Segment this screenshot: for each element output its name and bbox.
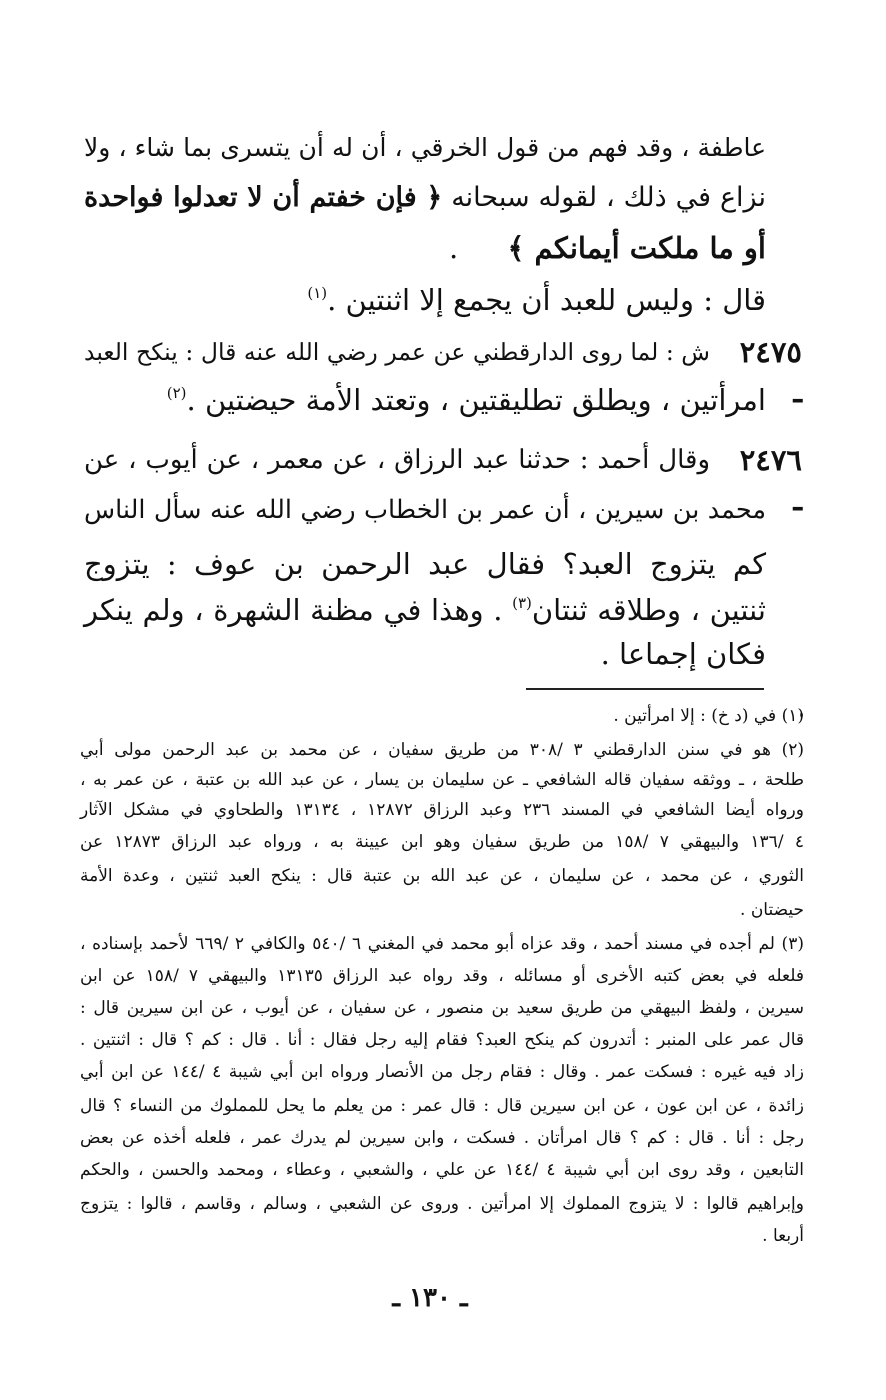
footnote-line: الثوري ، عن محمد ، عن سليمان ، عن عبد الله بن عتبة قال : ينكح العبد ثنتين ، وعدة الأمة — [80, 866, 804, 886]
footnote-line: (١) في (د خ) : إلا امرأتين . — [613, 706, 804, 726]
text-span: . — [449, 231, 459, 265]
text-line: وقال أحمد : حدثنا عبد الرزاق ، عن معمر ، عن أيوب ، عن — [84, 445, 710, 475]
text-span: امرأتين ، ويطلق تطليقتين ، وتعتد الأمة حيضتين . — [186, 383, 766, 417]
text-span: . وهذا في مظنة الشهرة ، ولم ينكر — [84, 593, 503, 627]
text-span: نزاع في ذلك ، لقوله سبحانه — [451, 182, 766, 213]
text-line: ش : لما روى الدارقطني عن عمر رضي الله عنه قال : ينكح العبد — [84, 338, 710, 366]
footnote-line: طلحة ، ـ ووثقه سفيان قاله الشافعي ـ عن سليمان بن يسار ، عن عبد الله بن عتبة ، عن عمر به ، — [80, 770, 804, 790]
footnote-line: ٤ /١٣٦ والبيهقي ٧ /١٥٨ من طريق سفيان وهو ابن عيينة به ، ورواه عبد الرزاق ١٢٨٧٣ عن — [80, 832, 804, 852]
quran-verse: أو ما ملكت أيمانكم ﴾ — [507, 231, 766, 265]
text-line — [84, 228, 766, 272]
footnote-line: سيرين ، ولفظ البيهقي من طريق سعيد بن منصور ، عن سفيان ، عن أيوب ، عن ابن سيرين قال : — [80, 998, 804, 1018]
footnote-line: رجل : أنا . قال : كم ؟ قال امرأتان . فسكت ، وابن سيرين لم يدرك عمر ، فلعله أخذه عن بعض — [80, 1128, 804, 1148]
text-span: ثنتين ، وطلاقه ثنتان — [531, 593, 767, 627]
text-span: قال : وليس للعبد أن يجمع إلا اثنتين . — [327, 283, 766, 317]
text-line: كم يتزوج العبد؟ فقال عبد الرحمن بن عوف : يتزوج — [84, 547, 766, 581]
text-line: محمد بن سيرين ، أن عمر بن الخطاب رضي الله عنه سأل الناس — [84, 495, 766, 525]
footnote-separator — [526, 688, 764, 690]
footnote-line: (٢) هو في سنن الدارقطني ٣ /٣٠٨ من طريق سفيان ، عن محمد بن عبد الرحمن مولى أبي — [80, 740, 805, 760]
footnote-line: وإبراهيم قالوا : لا يتزوج المملوك إلا امرأتين . وروى عن الشعبي ، وسالم ، وقاسم ، قالوا : يتزوج — [80, 1194, 804, 1214]
footnote-ref: (٣) — [512, 594, 532, 612]
page-number: ـ ١٣٠ ـ — [392, 1283, 468, 1313]
footnote-line: قال عمر على المنبر : أتدرون كم ينكح العبد؟ فقام إليه رجل فقال : أنا . قال : كم ؟ قال : اثنتين . — [80, 1030, 804, 1050]
text-line: فكان إجماعا . — [600, 637, 766, 671]
footnote-line: التابعين ، وقد روى ابن أبي شيبة ٤ /١٤٤ عن علي ، والشعبي ، وعطاء ، ومحمد والحسن ، والحكم — [80, 1160, 804, 1180]
text-line — [84, 280, 766, 324]
footnote-line: ورواه أيضا الشافعي في المسند ٢٣٦ وعبد الرزاق ١٢٨٧٢ ، ١٣١٣٤ والطحاوي في مشكل الآثار — [80, 800, 804, 820]
paragraph-number: ٢٤٧٦ ـ — [739, 443, 802, 517]
text-line — [84, 590, 766, 634]
footnote-line: زائدة ، عن ابن عون ، عن ابن سيرين قال : قال عمر : من يعلم ما يحل للمملوك من النساء ؟ قال — [80, 1096, 804, 1116]
footnote-ref: (١) — [307, 284, 328, 302]
footnote-line: حيضتان . — [740, 900, 804, 920]
text-line — [84, 178, 766, 222]
footnote-line: أربعا . — [762, 1226, 804, 1246]
footnote-ref: (٢) — [166, 384, 187, 402]
text-line: عاطفة ، وقد فهم من قول الخرقي ، أن له أن يتسرى بما شاء ، ولا — [84, 133, 766, 162]
footnote-line: زاد فيه غيره : فسكت عمر . وقال : فقام رجل من الأنصار ورواه ابن أبي شيبة ٤ /١٤٤ عن ابن أبي — [80, 1062, 804, 1082]
paragraph-number: ٢٤٧٥ ـ — [739, 335, 802, 409]
quran-verse: ﴿ فإن خفتم أن لا تعدلوا فواحدة — [84, 182, 443, 213]
text-line — [84, 380, 766, 424]
footnote-line: (٣) لم أجده في مسند أحمد ، وقد عزاه أبو محمد في المغني ٦ /٥٤٠ والكافي ٢ /٦٦٩ لأحمد بإسناده ، — [80, 934, 804, 954]
footnote-line: فلعله في بعض كتبه الأخرى أو مسائله ، وقد رواه عبد الرزاق ١٣١٣٥ والبيهقي ٧ /١٥٨ عن ابن — [80, 966, 804, 986]
